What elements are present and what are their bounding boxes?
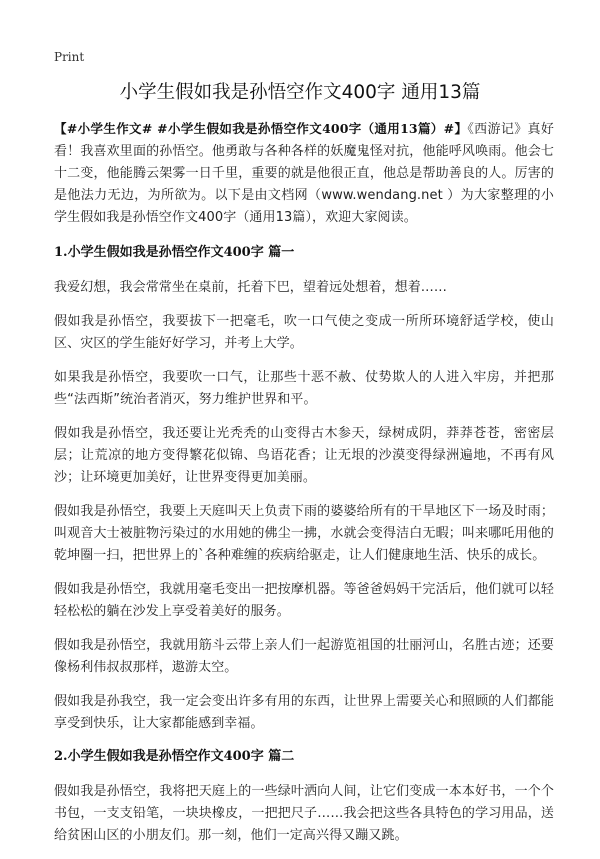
section-1-paragraph: 如果我是孙悟空，我要吹一口气，让那些十恶不赦、仗势欺人的人进入牢房，并把那些“法西斯”统治者消灭，努力维护世界和平。 [54, 370, 554, 407]
section-1-paragraph: 假如我是孙悟空，我就用毫毛变出一把按摩机器。等爸爸妈妈干完活后，他们就可以轻轻松松的躺在沙发上享受着美好的服务。 [54, 582, 554, 619]
section-1-paragraph: 假如我是孙悟空，我就用筋斗云带上亲人们一起游览祖国的壮丽河山，名胜古迹；还要像杨利伟叔叔那样，遨游太空。 [54, 638, 554, 675]
print-link[interactable]: Print [54, 50, 85, 64]
section-1-paragraph: 我爱幻想，我会常常坐在桌前，托着下巴，望着远处想着，想着…… [54, 280, 448, 295]
section-1-paragraph: 假如我是孙我空，我一定会变出许多有用的东西，让世界上需要关心和照顾的人们都能享受到快乐，让大家都能感到幸福。 [54, 694, 554, 731]
section-2-paragraph: 假如我是孙悟空，我将把天庭上的一些绿叶洒向人间，让它们变成一本本好书，一个个书包，一支支铅笔，一块块橡皮，一把把尺子……我会把这些各具特色的学习用品，送给贫困山区的小朋友们。那一刻，他们一定高兴得又蹦又跳。 [54, 784, 554, 843]
section-1-paragraph: 假如我是孙悟空，我要上天庭叫天上负责下雨的婆婆给所有的干旱地区下一场及时雨；叫观音大士被脏物污染过的水用她的佛尘一拂，水就会变得洁白无暇；叫来哪吒用他的乾坤圈一扫，把世界上的`各种难缠的疾病给驱走，让人们健康地生活、快乐的成长。 [54, 504, 554, 563]
document-title: 小学生假如我是孙悟空作文400字 通用13篇 [119, 82, 481, 103]
section-heading-2: 2.小学生假如我是孙悟空作文400字 篇二 [54, 749, 295, 764]
intro-paragraph [54, 118, 554, 229]
section-1-paragraph: 假如我是孙悟空，我还要让光秃秃的山变得古木参天，绿树成阴，莽莽苍苍，密密层层；让荒凉的地方变得繁花似锦、鸟语花香；让无垠的沙漠变得绿洲遍地，不再有风沙；让环境更加美好，让世界变得更加美丽。 [54, 426, 554, 485]
document-content [54, 118, 554, 859]
section-heading-1: 1.小学生假如我是孙悟空作文400字 篇一 [54, 245, 295, 260]
intro-text: 《西游记》真好看！我喜欢里面的孙悟空。他勇敢与各种各样的妖魔鬼怪对抗，他能呼风唤雨。他会七十二变，他能腾云架雾一日千里，重要的就是他很正直，他总是帮助善良的人。厉害的是他法力无边，为所欲为。以下是由文档网（www.wendang.net ）为大家整理的小学生假如我是孙悟空作文400字（通用13篇），欢迎大家阅读。 [54, 122, 554, 225]
section-1-paragraph: 假如我是孙悟空，我要拔下一把毫毛，吹一口气使之变成一所所环境舒适学校，使山区、灾区的学生能好好学习，并考上大学。 [54, 314, 554, 351]
intro-tags: 【#小学生作文# #小学生假如我是孙悟空作文400字（通用13篇）#】 [54, 121, 468, 136]
